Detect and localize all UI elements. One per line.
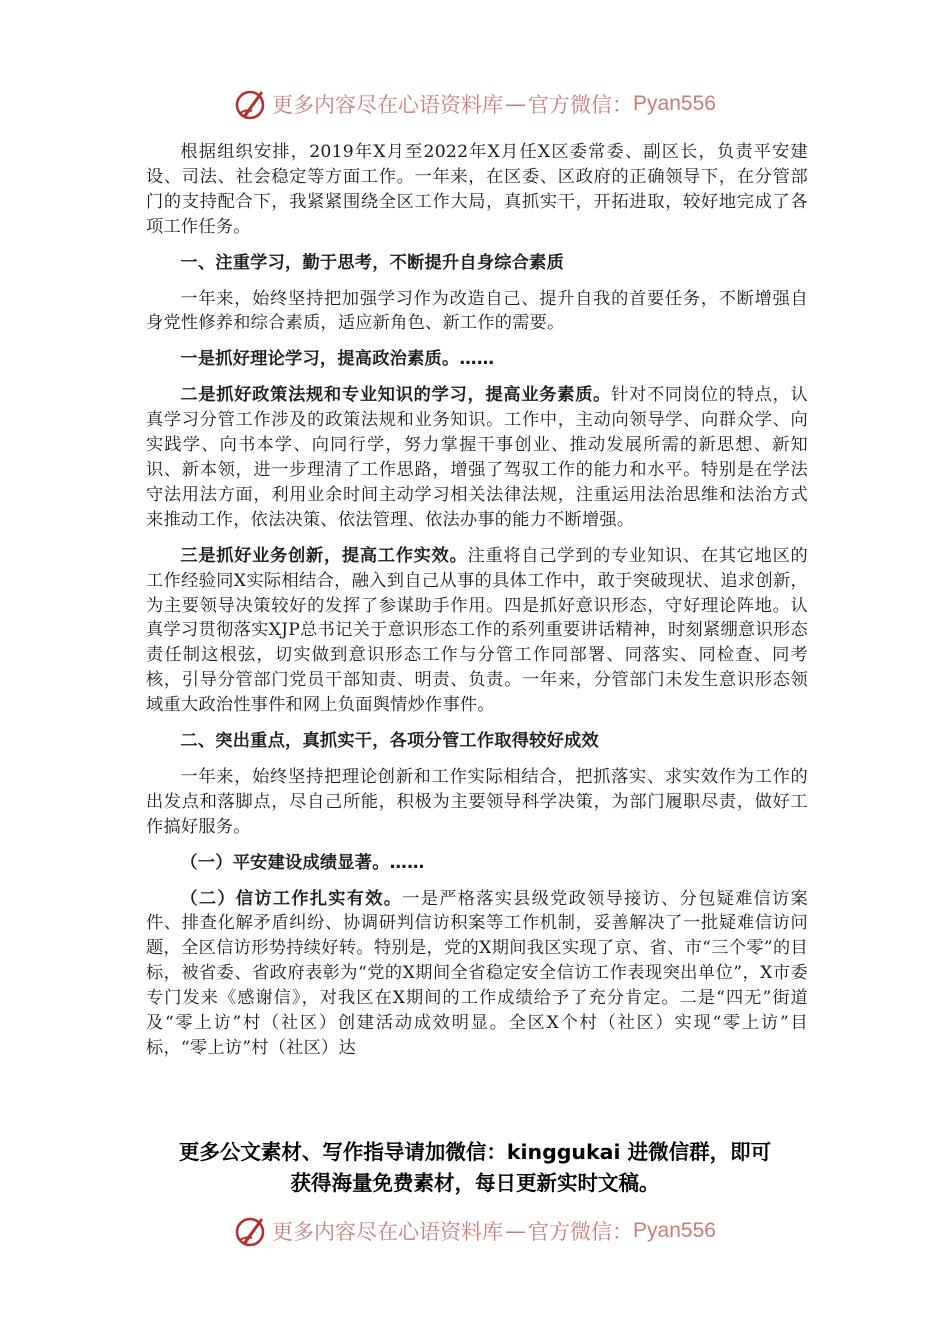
watermark-banner-top	[0, 84, 950, 124]
paragraph-intro	[146, 140, 808, 240]
lead-in-text: 二是抓好政策法规和专业知识的学习，提高业务素质。	[180, 385, 612, 406]
section-heading-1	[146, 251, 808, 276]
subheading-theory-study	[146, 347, 808, 372]
paragraph	[146, 765, 808, 840]
document-body	[146, 140, 808, 1061]
watermark-label: 官方微信：	[528, 1220, 634, 1244]
paragraph-text: 一年来，始终坚持把加强学习作为改造自己、提升自我的首要任务，不断增强自身党性修养和综合素质，适应新角色、新工作的需要。	[146, 288, 808, 334]
paragraph-petition-work	[146, 887, 808, 1061]
paragraph-business-innovation	[146, 544, 808, 718]
paragraph-text: 注重将自己学到的专业知识、在其它地区的工作经验同X实际相结合，融入到自己从事的具体工作中，敢于突破现状、追求创新，为主要领导决策较好的发挥了参谋助手作用。四是抓好意识形态，守好理论阵地。认真学习贯彻落实XJP总书记关于意识形态工作的系列重要讲话精神，时刻紧绷意识形态责任制这根弦，切实做到意识形态工作与分管工作同部署、同落实、同检查、同考核，引导分管部门党员干部知责、明责、负责。一年来，分管部门未发生意识形态领域重大政治性事件和网上负面舆情炒作事件。	[146, 545, 808, 716]
paragraph-text: 一是严格落实县级党政领导接访、分包疑难信访案件、排查化解矛盾纠纷、协调研判信访积案等工作机制，妥善解决了一批疑难信访问题，全区信访形势持续好转。特别是，党的X期间我区实现了京、省、市“三个零”的目标，被省委、省政府表彰为“党的X期间全省稳定安全信访工作表现突出单位”，X市委专门发来《感谢信》，对我区在X期间的工作成绩给予了充分肯定。二是“四无”街道及“零上访”村（社区）创建活动成效明显。全区X个村（社区）实现“零上访”目标，“零上访”村（社区）达	[146, 888, 808, 1058]
watermark-dash: —	[505, 92, 527, 116]
heading-text: 二、突出重点，真抓实干，各项分管工作取得较好成效	[180, 731, 599, 752]
watermark-text: 更多内容尽在心语资料库	[272, 93, 504, 117]
promo-line-1: 更多公文素材、写作指导请加微信：kinggukai 进微信群，即可	[178, 1140, 772, 1164]
paragraph-policy-study	[146, 383, 808, 532]
watermark-dash: —	[505, 1219, 527, 1243]
quill-logo-icon	[234, 1214, 268, 1248]
watermark-id: Pyan556	[633, 92, 716, 115]
lead-in-text: （二）信访工作扎实有效。	[180, 888, 403, 909]
subheading-text: （一）平安建设成绩显著。……	[180, 852, 425, 873]
paragraph-text: 根据组织安排，2019年X月至2022年X月任X区委常委、副区长，负责平安建设、司法、社会稳定等方面工作。一年来，在区委、区政府的正确领导下，在分管部门的支持配合下，我紧紧围绕全区工作大局，真抓实干，开拓进取，较好地完成了各项工作任务。	[146, 142, 808, 237]
quill-logo-icon	[234, 87, 268, 121]
promo-line-2: 获得海量免费素材，每日更新实时文稿。	[290, 1171, 660, 1195]
subheading-safety-construction	[146, 851, 808, 876]
paragraph-text: 针对不同岗位的特点，认真学习分管工作涉及的政策法规和业务知识。工作中，主动向领导学、向群众学、向实践学、向书本学、向同行学，努力掌握干事创业、推动发展所需的新思想、新知识、新本领，进一步理清了工作思路，增强了驾驭工作的能力和水平。特别是在学法守法用法方面，利用业余时间主动学习相关法律法规，注重运用法治思维和法治方式来推动工作，依法决策、依法管理、依法办事的能力不断增强。	[146, 385, 808, 530]
heading-text: 一、注重学习，勤于思考，不断提升自身综合素质	[180, 252, 565, 273]
paragraph-text: 一年来，始终坚持把理论创新和工作实际相结合，把抓落实、求实效作为工作的出发点和落脚点，尽自己所能，积极为主要领导科学决策，为部门履职尽责，做好工作搞好服务。	[146, 766, 808, 837]
watermark-label: 官方微信：	[528, 93, 634, 117]
watermark-banner-bottom	[0, 1211, 950, 1251]
paragraph	[146, 287, 808, 337]
lead-in-text: 三是抓好业务创新，提高工作实效。	[180, 545, 468, 566]
watermark-id: Pyan556	[633, 1219, 716, 1242]
promo-notice	[100, 1137, 850, 1199]
watermark-text: 更多内容尽在心语资料库	[272, 1220, 504, 1244]
section-heading-2	[146, 729, 808, 754]
subheading-text: 一是抓好理论学习，提高政治素质。……	[180, 349, 495, 370]
